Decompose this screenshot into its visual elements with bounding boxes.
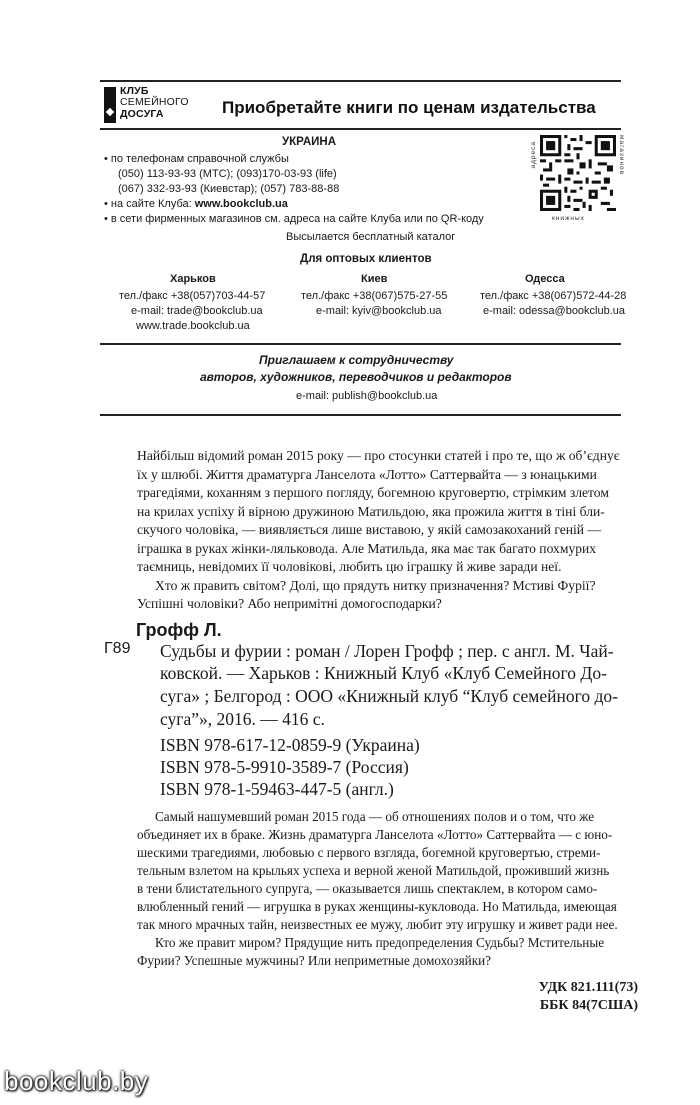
annotation-ukrainian xyxy=(137,447,637,614)
ukraine-line-3: (067) 332-93-93 (Киевстар); (057) 783-88-88 xyxy=(118,183,340,195)
header-rule xyxy=(100,128,621,130)
middle-rule xyxy=(100,343,621,345)
annotation-ru-line: тельным взлетом на крыльях успеха и верной женой Матильдой, проживший жизнь xyxy=(137,863,610,878)
city-phone-kharkiv: тел./факс +38(057)703-44-57 xyxy=(119,290,266,302)
isbn-line: ISBN 978-617-12-0859-9 (Украина) xyxy=(160,735,420,755)
annotation-uk-line: таємниць, невідомих її чоловікові, любить цю іграшку й живе заради неї. xyxy=(137,559,562,574)
qr-code[interactable] xyxy=(530,133,625,228)
annotation-ru-line: Самый нашумевший роман 2015 года — об отношениях полов и о том, что же xyxy=(155,809,595,824)
catalog-author: Грофф Л. xyxy=(136,620,222,640)
annotation-ru-line: Фурии? Успешные мужчины? Или неприметные домохозяйки? xyxy=(137,953,492,968)
city-name-kyiv: Киев xyxy=(361,273,388,285)
city-email-kharkiv[interactable]: e-mail: trade@bookclub.ua xyxy=(131,305,263,317)
ukraine-line-2: (050) 113-93-93 (МТС); (093)170-03-93 (life) xyxy=(118,168,337,180)
ukraine-line-5: • в сети фирменных магазинов см. адреса на сайте Клуба или по QR-коду xyxy=(104,213,484,225)
ukraine-site-label: • на сайте Клуба: xyxy=(104,198,195,210)
bbk-code: ББК 84(7США) xyxy=(539,998,638,1013)
annotation-ru-line: объединяет их в браке. Жизнь драматурга Ланселота «Лотто» Саттервайта — с юно- xyxy=(137,827,613,842)
bottom-rule xyxy=(100,414,621,416)
annotation-uk-line: трагедіями, коханням з першого погляду, богемною круговертю, стрімким злетом xyxy=(137,485,609,500)
invite-email[interactable]: e-mail: publish@bookclub.ua xyxy=(296,390,438,402)
city-name-odesa: Одесса xyxy=(525,273,565,285)
catalog-code: Г89 xyxy=(104,640,131,657)
ukraine-site-link[interactable]: www.bookclub.ua xyxy=(194,198,288,210)
udk-code: УДК 821.111(73) xyxy=(538,980,638,995)
city-email-odesa[interactable]: e-mail: odessa@bookclub.ua xyxy=(483,305,626,317)
annotation-ru-line: влюбленный гений — игрушка в руках женщины-кукловода. Но Матильда, имеющая xyxy=(137,899,617,914)
isbn-line: ISBN 978-1-59463-447-5 (англ.) xyxy=(160,779,394,799)
qr-label-right: магазинов xyxy=(618,135,625,176)
logo-line-3: ДОСУГА xyxy=(120,108,164,120)
ukraine-heading: УКРАИНА xyxy=(282,136,337,148)
city-name-kharkiv: Харьков xyxy=(170,273,216,285)
annotation-uk-line: Успішні чоловіки? Або непримітні домогосподарки? xyxy=(137,596,442,611)
catalog-line: суга”», 2016. — 416 с. xyxy=(160,709,325,729)
invite-line-2: авторов, художников, переводчиков и редакторов xyxy=(200,370,512,384)
annotation-ru-line: так много мрачных тайн, неизвестных ее мужу, любит эту игрушку и живет ради нее. xyxy=(137,917,618,932)
qr-label-bottom: книжных xyxy=(552,215,585,222)
site-watermark: bookclub.by xyxy=(4,1066,149,1096)
book-icon xyxy=(104,87,116,123)
annotation-uk-line: скучого чоловіка, — виявляється лише виставою, у якій самозакоханий геній — xyxy=(137,522,602,537)
logo-line-2: СЕМЕЙНОГО xyxy=(120,96,189,108)
wholesale-heading: Для оптовых клиентов xyxy=(300,253,432,265)
club-logo xyxy=(104,85,214,125)
catalog-line: ковской. — Харьков : Книжный Клуб «Клуб Семейного До- xyxy=(160,663,607,683)
annotation-ru-line: шескими трагедиями, любовью с первого взгляда, богемной круговертью, стреми- xyxy=(137,845,601,860)
qr-label-left: адреса xyxy=(530,141,537,169)
catalog-line: суга» ; Белгород : ООО «Книжный клуб “Клуб семейного до- xyxy=(160,686,618,706)
ukraine-line-1: • по телефонам справочной службы xyxy=(104,153,289,165)
annotation-uk-line: їх у шлюбі. Життя драматурга Ланселота «Лотто» Саттервайта — з юнацькими xyxy=(137,466,597,482)
city-site-kharkiv[interactable]: www.trade.bookclub.ua xyxy=(136,320,250,332)
city-email-kyiv[interactable]: e-mail: kyiv@bookclub.ua xyxy=(316,305,442,317)
annotation-uk-line: іграшка в руках жінки-ляльковода. Але Матильда, яка має так багато похмурих xyxy=(137,540,597,556)
catalog-note: Высылается бесплатный каталог xyxy=(286,231,456,243)
header-title: Приобретайте книги по ценам издательства xyxy=(222,98,596,117)
catalog-line: Судьбы и фурии : роман / Лорен Грофф ; пер. с англ. М. Чай- xyxy=(160,641,614,661)
annotation-russian xyxy=(137,808,637,970)
ukraine-line-4 xyxy=(104,198,288,210)
annotation-uk-line: Хто ж править світом? Долі, що прядуть нитку призначення? Мстиві Фурії? xyxy=(155,577,596,593)
isbn-line: ISBN 978-5-9910-3589-7 (Россия) xyxy=(160,757,409,777)
annotation-ru-line: в тени блистательного супруга, — оказывается лишь спектаклем, в котором само- xyxy=(137,881,598,896)
logo-line-1: КЛУБ xyxy=(120,85,149,97)
annotation-uk-line: Найбільш відомий роман 2015 року — про стосунки статей і про те, що ж об’єднує xyxy=(137,448,620,463)
annotation-ru-line: Кто же правит миром? Прядущие нить предопределения Судьбы? Мстительные xyxy=(155,935,605,950)
city-phone-odesa: тел./факс +38(067)572-44-28 xyxy=(480,290,627,302)
city-phone-kyiv: тел./факс +38(067)575-27-55 xyxy=(301,290,448,302)
invite-line-1: Приглашаем к сотрудничеству xyxy=(259,353,454,367)
annotation-uk-line: на крилах успіху й вірною дружиною Матильдою, яка прожила життя в тіні бли- xyxy=(137,503,605,519)
top-rule xyxy=(100,80,621,82)
qr-code-icon xyxy=(540,135,616,211)
